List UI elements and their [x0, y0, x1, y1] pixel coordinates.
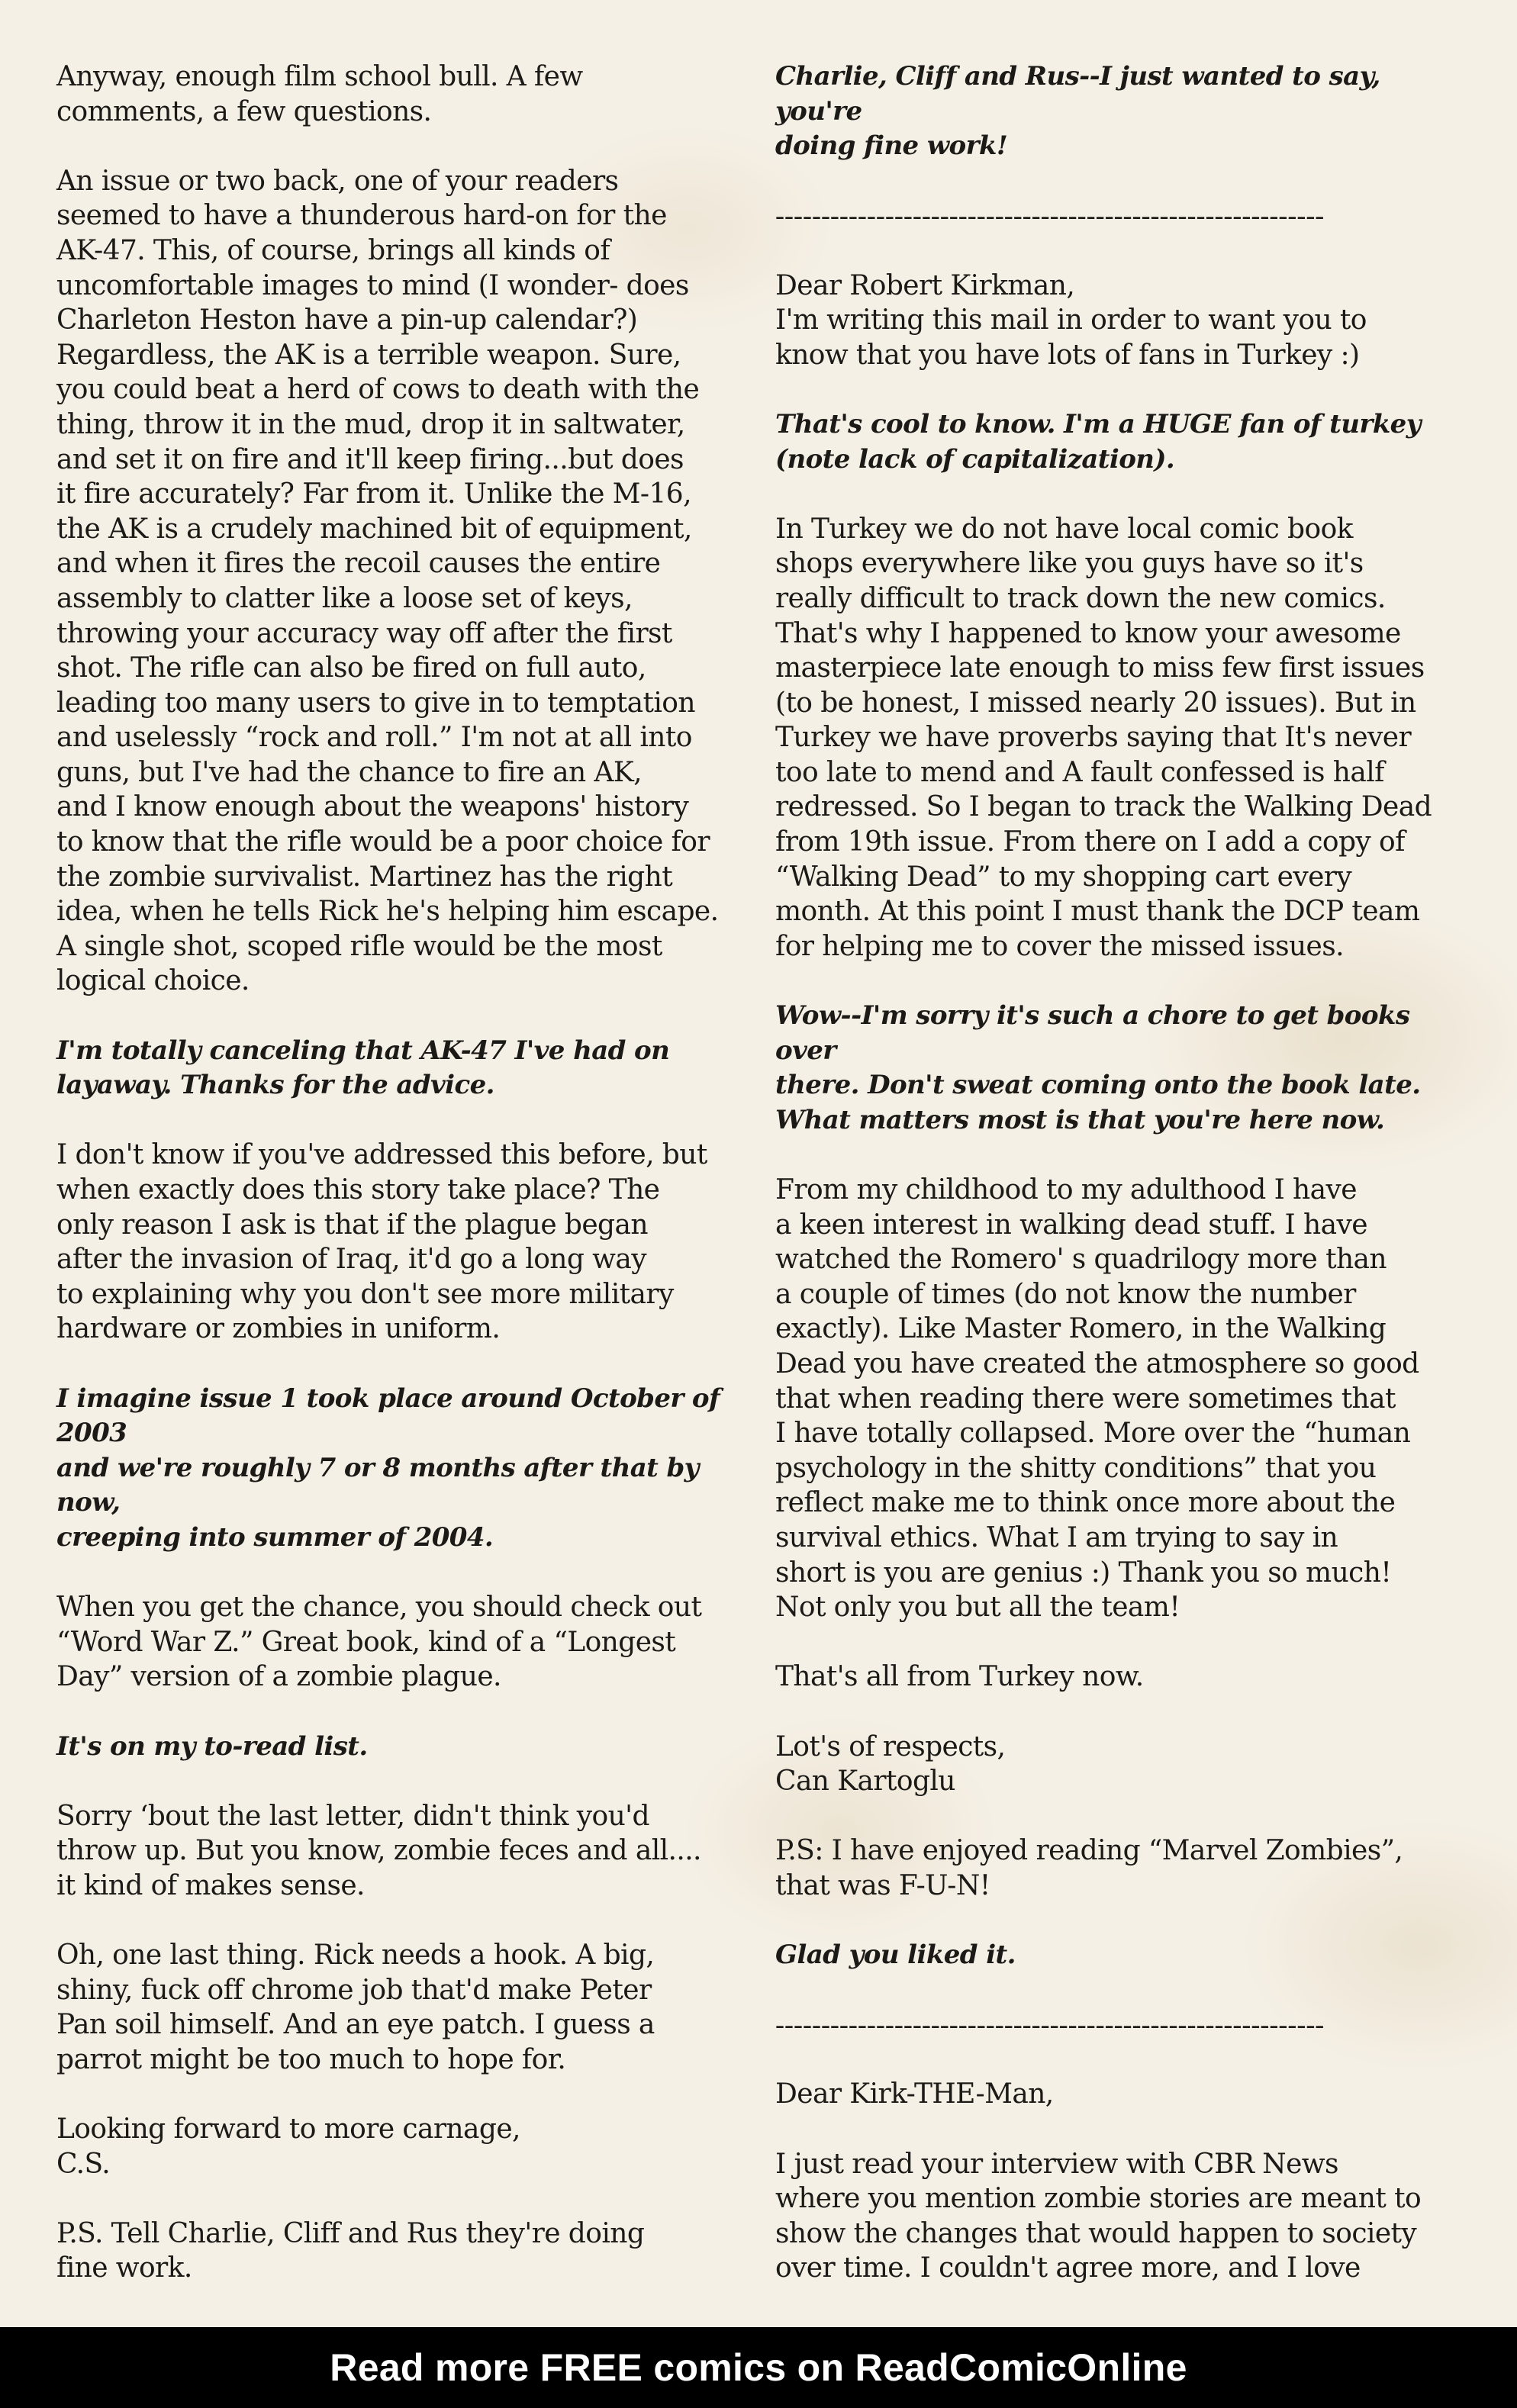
letter-paragraph: Lot's of respects, Can Kartoglu: [775, 1730, 1006, 1798]
letter-paragraph: Oh, one last thing. Rick needs a hook. A big, shiny, fuck off chrome job that'd make Peter Pan soil himself. And an eye patch. I guess a parrot might be too much to hope for.: [56, 1940, 655, 2075]
editor-reply: Glad you liked it.: [775, 1940, 1016, 1971]
editor-reply: That's cool to know. I'm a HUGE fan of turkey (note lack of capitalization).: [775, 408, 1421, 475]
letter-paragraph: Dear Robert Kirkman, I'm writing this mail in order to want you to know that you have lots of fans in Turkey :): [775, 269, 1367, 371]
read-more-link[interactable]: Read more FREE comics on ReadComicOnline: [330, 2346, 1187, 2389]
letter-paragraph: That's all from Turkey now.: [775, 1661, 1144, 1693]
letter-paragraph: From my childhood to my adulthood I have a keen interest in walking dead stuff. I have watched the Romero' s quadrilogy more than a couple of times (do not know the number exactly). Like Master Romero, in the Walking Dead you have created the atmosphere so good that when reading there were sometimes that I have totally collapsed. More over the “human psychology in the shitty conditions” that you reflect make me to think once more about the survival ethics. What I am trying to say in short is you are genius :) Thank you so much! Not only you but all the team!: [775, 1174, 1419, 1624]
editor-reply: Wow--I'm sorry it's such a chore to get books over there. Don't sweat coming onto the book late. What matters most is that you're here now.: [775, 1000, 1421, 1135]
letter-paragraph: An issue or two back, one of your readers seemed to have a thunderous hard-on for the AK-47. This, of course, brings all kinds of uncomfortable images to mind (I wonder- does Charleton Heston have a pin-up calendar?) Regardless, the AK is a terrible weapon. Sure, you could beat a herd of cows to death with the thing, throw it in the mud, drop it in saltwater, and set it on fire and it'll keep firing...but does it fire accurately? Far from it. Unlike the M-16, the AK is a crudely machined bit of equipment, and when it fires the recoil causes the entire assembly to clatter like a loose set of keys, throwing your accuracy way off after the first shot. The rifle can also be fired on full auto, leading too many users to give in to temptation and uselessly “rock and roll.” I'm not at all into guns, but I've had the chance to fire an AK, and I know enough about the weapons' history to know that the rifle would be a poor choice for the zombie survivalist. Martinez has the right idea, when he tells Rick he's helping him escape. A single shot, scoped rifle would be the most logical choice.: [56, 165, 719, 997]
letter-paragraph: In Turkey we do not have local comic book shops everywhere like you guys have so it's really difficult to track down the new comics. That's why I happened to know your awesome masterpiece late enough to miss few first issues (to be honest, I missed nearly 20 issues). But in Turkey we have proverbs saying that It's never too late to mend and A fault confessed is half redressed. So I began to track the Walking Dead from 19th issue. From there on I add a copy of “Walking Dead” to my shopping cart every month. At this point I must thank the DCP team for helping me to cover the missed issues.: [775, 513, 1432, 962]
section-divider: ------------------------------------------------------------: [775, 2009, 1325, 2040]
footer-banner: [0, 2327, 1517, 2408]
section-divider: ------------------------------------------------------------: [775, 200, 1325, 231]
letter-paragraph: Sorry ‘bout the last letter, didn't think you'd throw up. But you know, zombie feces and all.... it kind of makes sense.: [56, 1800, 701, 1901]
left-column: [56, 60, 751, 2321]
editor-reply: I'm totally canceling that AK-47 I've had on layaway. Thanks for the advice.: [56, 1035, 670, 1101]
right-column: [775, 60, 1462, 2321]
editor-reply: I imagine issue 1 took place around October of 2003 and we're roughly 7 or 8 months after that by now, creeping into summer of 2004.: [56, 1383, 720, 1553]
editor-reply: Charlie, Cliff and Rus--I just wanted to say, you're doing fine work!: [775, 61, 1380, 162]
letter-paragraph: Looking forward to more carnage, C.S.: [56, 2113, 520, 2180]
letter-paragraph: Dear Kirk-THE-Man,: [775, 2078, 1054, 2110]
letter-paragraph: Anyway, enough film school bull. A few comments, a few questions.: [56, 61, 583, 127]
editor-reply: It's on my to-read list.: [56, 1730, 368, 1762]
letter-paragraph: P.S. Tell Charlie, Cliff and Rus they're doing fine work.: [56, 2217, 645, 2284]
letter-paragraph: P.S: I have enjoyed reading “Marvel Zombies”, that was F-U-N!: [775, 1835, 1403, 1901]
letter-paragraph: When you get the chance, you should check out “Word War Z.” Great book, kind of a “Longest Day” version of a zombie plague.: [56, 1592, 702, 1693]
letter-paragraph: I just read your interview with CBR News where you mention zombie stories are meant to show the changes that would happen to society over time. I couldn't agree more, and I love: [775, 2148, 1422, 2284]
letter-paragraph: I don't know if you've addressed this before, but when exactly does this story take place? The only reason I ask is that if the plague began after the invasion of Iraq, it'd go a long way to explaining why you don't see more military hardware or zombies in uniform.: [56, 1139, 707, 1345]
